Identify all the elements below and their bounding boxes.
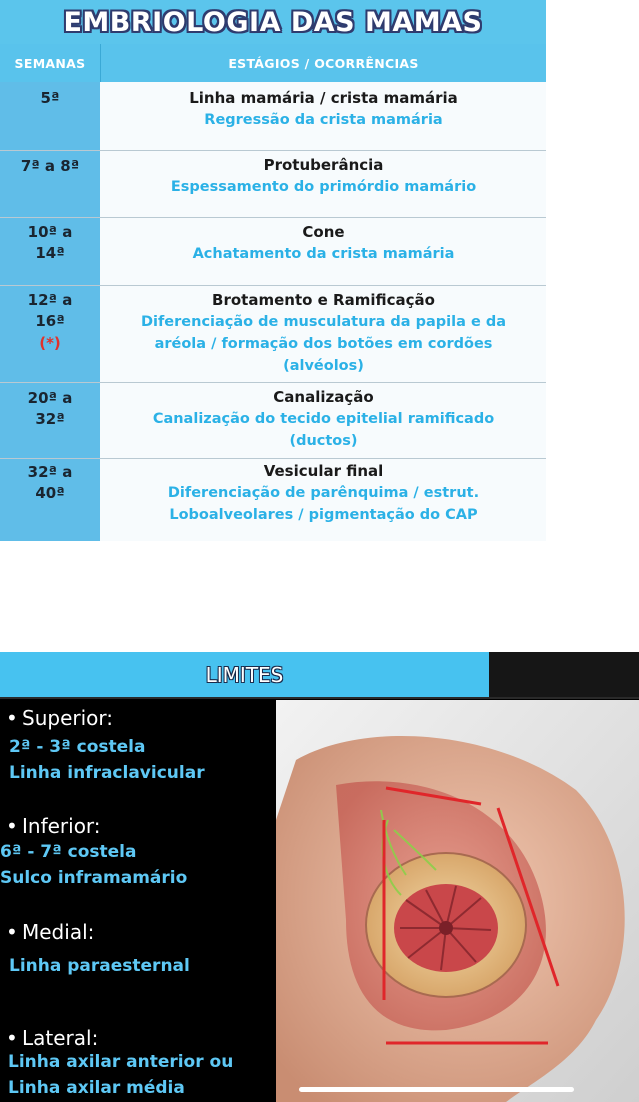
slide-title-bar — [0, 0, 546, 44]
header-stages: ESTÁGIOS / OCORRÊNCIAS — [228, 55, 419, 71]
row-divider — [0, 382, 546, 383]
limit-superior-label — [6, 706, 113, 730]
header-weeks: SEMANAS — [0, 44, 101, 82]
stage-title: Vesicular final — [263, 462, 384, 480]
title-bar-dark-segment — [489, 652, 639, 697]
table-row — [101, 461, 546, 526]
row-divider — [0, 150, 546, 151]
stage-description: Regressão da crista mamária — [204, 112, 443, 128]
limit-value: 2ª - 3ª costela — [9, 737, 146, 757]
limit-value: Linha paraesternal — [9, 956, 190, 976]
limit-value: Sulco inframamário — [0, 868, 188, 888]
limit-label: Superior: — [22, 706, 113, 730]
row-weeks: 12ª a 16ª — [27, 291, 73, 330]
stage-description: Canalização do tecido epitelial ramificado (ductos) — [152, 411, 495, 449]
table-header — [0, 44, 546, 82]
embryology-slide — [0, 0, 546, 541]
limits-title: LIMITES — [205, 662, 284, 687]
limit-value: Linha axilar anterior ou — [8, 1052, 234, 1072]
bullet-dot-icon: • — [6, 920, 18, 944]
breast-anatomy-illustration — [276, 700, 639, 1102]
table-row — [101, 290, 546, 377]
stage-description: Diferenciação de parênquima / estrut. Loboalveolares / pigmentação do CAP — [167, 485, 480, 523]
stage-title: Cone — [302, 223, 345, 241]
footnote-marker: (*) — [39, 334, 61, 352]
limits-slide — [0, 652, 639, 1102]
limit-label: Lateral: — [22, 1026, 99, 1050]
row-weeks: 10ª a 14ª — [27, 223, 73, 262]
stage-title: Canalização — [273, 388, 374, 406]
row-divider — [0, 217, 546, 218]
bullet-dot-icon: • — [6, 706, 18, 730]
limit-value: 6ª - 7ª costela — [0, 842, 137, 862]
bullet-dot-icon: • — [6, 814, 18, 838]
limit-label: Medial: — [22, 920, 95, 944]
table-row — [101, 387, 546, 452]
slide-title: EMBRIOLOGIA DAS MAMAS — [63, 6, 483, 38]
limit-value: Linha axilar média — [8, 1078, 185, 1098]
row-weeks: 32ª a 40ª — [27, 463, 73, 502]
table-row — [101, 222, 546, 265]
nipple — [439, 921, 453, 935]
row-weeks: 5ª — [40, 89, 60, 107]
stage-title: Linha mamária / crista mamária — [189, 89, 458, 107]
limit-medial-label — [6, 920, 94, 944]
stage-title: Protuberância — [263, 156, 384, 174]
limit-lateral-label — [6, 1026, 98, 1050]
divider — [0, 697, 639, 699]
stage-description: Diferenciação de musculatura da papila e da aréola / formação dos botões em cordões (alvéolos) — [140, 314, 506, 374]
table-row — [101, 155, 546, 198]
home-indicator[interactable] — [299, 1087, 574, 1092]
limit-label: Inferior: — [22, 814, 101, 838]
limit-value: Linha infraclavicular — [9, 763, 205, 783]
stage-description: Espessamento do primórdio mamário — [170, 179, 477, 195]
row-divider — [0, 458, 546, 459]
limits-title-bar — [0, 652, 489, 697]
row-weeks: 7ª a 8ª — [20, 157, 80, 175]
row-divider — [0, 285, 546, 286]
table-row — [101, 88, 546, 131]
stage-title: Brotamento e Ramificação — [212, 291, 435, 309]
stage-description: Achatamento da crista mamária — [192, 246, 455, 262]
row-weeks: 20ª a 32ª — [27, 389, 73, 428]
limit-inferior-label — [6, 814, 101, 838]
bullet-dot-icon: • — [6, 1026, 18, 1050]
